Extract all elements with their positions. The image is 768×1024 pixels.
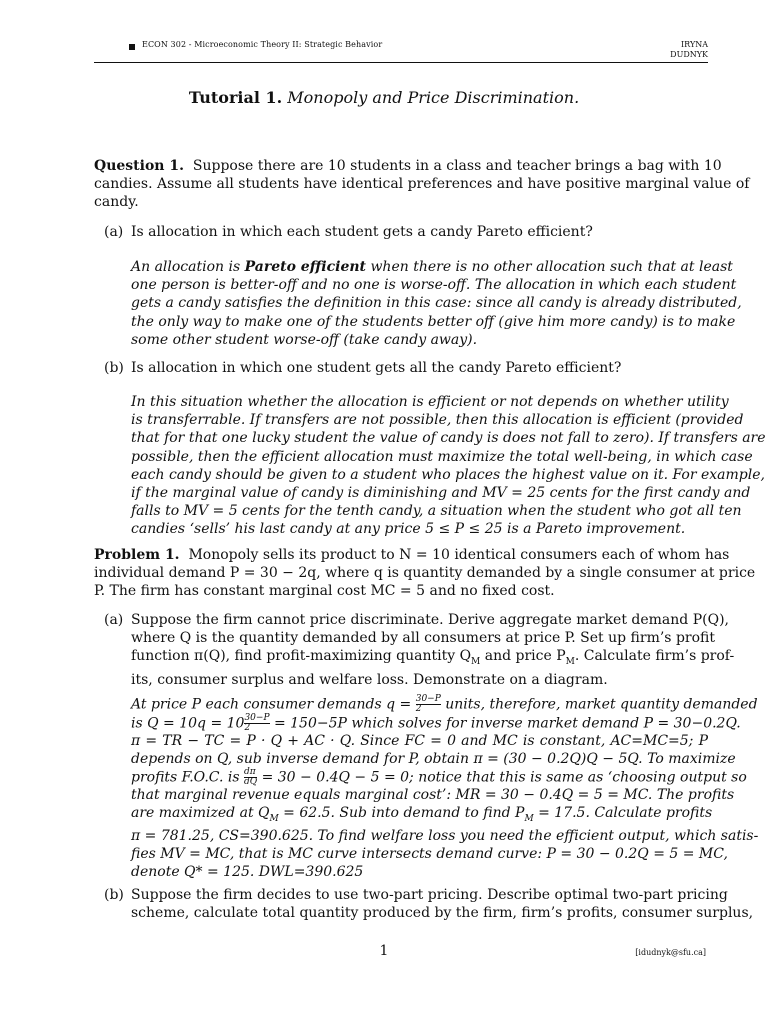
problem1-a-question: Suppose the firm cannot price discriminate. Derive aggregate market demand P(Q), where Q is the quantity demanded by all consumers at price P. Set up firm’s profit function π(Q), find profit-maximizing quantity $Q_M$ and price $P_M$. Calculate firm’s prof- its, consumer surplus and welfare loss. Demonstrate on a diagram. bbox=[131, 612, 735, 689]
question1-a-label: (a) bbox=[104, 224, 124, 240]
course-title: ECON 302 - Microeconomic Theory II: Strategic Behavior bbox=[142, 40, 383, 49]
question1-b-label: (b) bbox=[104, 360, 124, 376]
question1-b-answer: In this situation whether the allocation is efficient or not depends on whether utility is transferrable. If transfers are not possible, then this allocation is efficient (provided that for that one lucky student the value of candy is does not fall to zero). If transfers are possible, then the efficient allocation must maximize the total well-being, in which case each candy should be given to a student who places the highest value on it. For example, if the marginal value of candy is diminishing and MV = 25 cents for the first candy and falls to MV = 5 cents for the tenth candy, a situation when the student who got all ten candies ‘sells’ his last candy at any price 5 ≤ P ≤ 25 is a Pareto improvement. bbox=[131, 394, 766, 538]
question1-b-question: Is allocation in which one student gets all the candy Pareto efficient? bbox=[131, 360, 622, 376]
header-rule bbox=[94, 62, 708, 63]
title-italic: Monopoly and Price Discrimination. bbox=[287, 88, 580, 107]
problem1-text: Problem 1. Monopoly sells its product to N = 10 identical consumers each of whom has individual demand P = 30 − 2q, where q is quantity demanded by a single consumer at price P. The firm has constant marginal cost MC = 5 and no fixed cost. bbox=[94, 547, 756, 600]
document-title bbox=[0, 88, 768, 107]
page-number: 1 bbox=[379, 943, 389, 959]
question1-label: Question 1. bbox=[94, 158, 184, 174]
question1-a-question: Is allocation in which each student gets a candy Pareto efficient? bbox=[131, 224, 593, 240]
problem1-b-label: (b) bbox=[104, 887, 124, 903]
question1-text: Question 1. Suppose there are 10 students in a class and teacher brings a bag with 10 candies. Assume all students have identical preferences and have positive marginal value of candy. bbox=[94, 158, 750, 211]
problem1-b-question: Suppose the firm decides to use two-part pricing. Describe optimal two-part pricing scheme, calculate total quantity produced by the firm, firm’s profits, consumer surplus, bbox=[131, 887, 754, 922]
problem1-label: Problem 1. bbox=[94, 547, 180, 563]
problem1-a-answer: At price P each consumer demands q = $\frac{30-P}{2}$ units, therefore, market quantity demanded is Q = 10q = 10 $\frac{30-P}{2}$ = 150−5P which solves for inverse market demand P = 30−0.2Q. π = TR − TC = P · Q + AC · Q. Since FC = 0 and MC is constant, AC=MC=5; P depends on Q, sub inverse demand for P, obtain π = (30 − 0.2Q)Q − 5Q. To maximize profits F.O.C. is $\frac{d\pi}{dQ}$ = 30 − 0.4Q − 5 = 0; notice that this is same as ‘choosing output so that marginal revenue equals marginal cost’: MR = 30 − 0.4Q = 5 = MC. The profits are maximized at $Q_M = 62.5$. Sub into demand to find $P_M = 17.5$. Calculate profits π = 781.25, CS=390.625. To find welfare loss you need the efficient output, which satis- fies MV = MC, that is MC curve intersects demand curve: P = 30 − 0.2Q = 5 = MC, denote Q* = 125. DWL=390.625 bbox=[131, 694, 759, 880]
page-header bbox=[94, 40, 708, 64]
author-email: [idudnyk@sfu.ca] bbox=[635, 948, 706, 957]
question1-a-answer: An allocation is Pareto efficient when there is no other allocation such that at least one person is better-off and no one is worse-off. The allocation in which each student gets a candy satisfies the definition in this case: since all candy is already distributed, the only way to make one of the students better off (give him more candy) is to make some other student worse-off (take candy away). bbox=[131, 259, 742, 348]
problem1-a-label: (a) bbox=[104, 612, 124, 628]
title-bold: Tutorial 1. bbox=[188, 88, 283, 107]
pareto-efficient-term: Pareto efficient bbox=[244, 259, 366, 275]
bullet-square-icon bbox=[129, 44, 135, 50]
author-name: IRYNA DUDNYK bbox=[670, 40, 708, 59]
